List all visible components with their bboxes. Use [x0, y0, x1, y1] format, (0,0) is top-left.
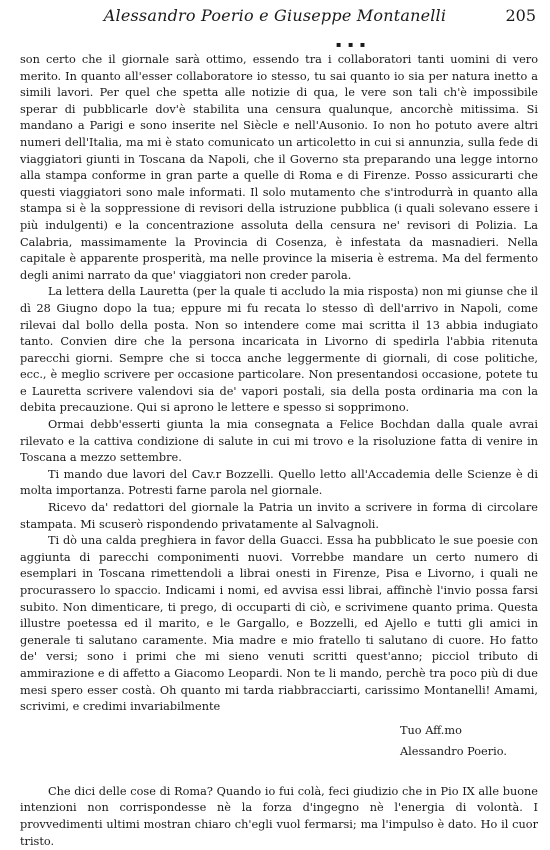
paragraph-3: Ormai debb'esserti giunta la mia consegnata a Felice Bochdan dalla quale avrai rilevato e la cattiva condizione di salute in cui mi trovo e la risoluzione fatta di venire in Toscana a mezzo settembre.: [20, 418, 538, 465]
running-title: Alessandro Poerio e Giuseppe Montanelli: [103, 6, 447, 25]
ink-mark: ▪ ▪ ▪: [336, 40, 368, 49]
paragraph-6: Ti dò una calda preghiera in favor della Guacci. Essa ha pubblicato le sue poesie con aggiunta di parecchi componimenti nuovi. Vorrebbe mandare un certo numero di esemplari in Toscana rimettendoli a librai onesti in Firenze, Pisa e Livorno, i quali ne procurassero lo spaccio. Indicami i nomi, ed avvisa essi librai, affinchè l'invio possa farsi subito. Non dimenticare, ti prego, di occuparti di ciò, e scrivimene quanto prima. Questa illustre poetessa ed il marito, e le Gargallo, e Bozzelli, ed Ajello e tutti gli amici in generale ti salutano caramente. Mia madre e mio fratello ti salutano di cuore. Ho fatto de' versi; sono i primi che mi sieno venuti scritti quest'anno; picciol tributo di ammirazione e di affetto a Giacomo Leopardi. Non te li mando, perchè tra poco più di due mesi spero esser costà. Oh quanto mi tarda riabbracciarti, carissimo Montanelli! Amami, scrivimi, e credimi invariabilmente: [20, 534, 538, 714]
signoff-closing: Tuo Aff.mo: [400, 723, 462, 737]
paragraph-2: La lettera della Lauretta (per la quale ti accludo la mia risposta) non mi giunse che il dì 28 Giugno dopo la tua; eppure mi fu recata lo stesso dì dell'arrivo in Napoli, come rilevai dal bollo della posta. Non so intendere come mai scritta il 13 abbia indugiato tanto. Convien dire che la persona incaricata in Livorno di spedirla l'abbia ritenuta parecchi giorni. Sempre che si tocca anche leggermente di giornali, di cose politiche, ecc., è meglio scrivere per occasione particolare. Non presentandosi occasione, potete tu e Lauretta scrivere valendovi sia de' vapori postali, sia della posta ordinaria ma con la debita precauzione. Qui si aprono le lettere e spesso si sopprimono.: [20, 285, 538, 415]
page-number: 205: [505, 6, 536, 25]
signoff-signature: Alessandro Poerio.: [400, 744, 507, 758]
postscript-paragraph: Che dici delle cose di Roma? Quando io fui colà, feci giudizio che in Pio IX alle buone intenzioni non corrispondesse nè la forza d'ingegno nè l'energia di volontà. I provvedimenti ultimi mostran chiaro ch'egli vuol fermarsi; ma l'impulso è dato. Ho il cuor tristo.: [20, 784, 538, 848]
running-header: [0, 6, 550, 28]
paragraph-1: son certo che il giornale sarà ottimo, essendo tra i collaboratori tanti uomini di vero merito. In quanto all'esser collaboratore io stesso, tu sai quanto io sia per natura inetto a simili lavori. Per quel che spetta alle notizie di qua, le vere son tali ch'è impossibile sperar di pubblicarle dov'è stabilita una censura qualunque, ancorchè mitissima. Si mandano a Parigi e sono inserite nel Siècle e nell'Ausonio. Io non ho potuto avere altri numeri dell'Italia, ma mi è stato comunicato un articoletto in cui si annunzia, sulla fede di viaggiatori giunti in Toscana da Napoli, che il Governo sta preparando una legge intorno alla stampa conforme in gran parte a quelle di Roma e di Firenze. Posso assicurarti che questi viaggiatori sono male informati. Il solo mutamento che s'introdurrà in quanto alla stampa si è la soppressione di revisori della istruzione pubblica (i quali solevano essere i più indulgenti) e la concentrazione assoluta della censura ne' revisori di Polizia. La Calabria, massimamente la Provincia di Cosenza, è infestata da masnadieri. Nella capitale è apparente prosperità, ma nelle province la miseria è estrema. Ma del fermento degli animi narrato da que' viaggiatori non creder parola.: [20, 53, 538, 282]
spacer: [20, 762, 538, 784]
paragraph-4: Ti mando due lavori del Cav.r Bozzelli. Quello letto all'Accademia delle Scienze è di molta importanza. Potresti farne parola nel giornale.: [20, 467, 538, 498]
letter-body: [20, 52, 538, 850]
paragraph-5: Ricevo da' redattori del giornale la Patria un invito a scrivere in forma di circolare stampata. Mi scuserò rispondendo privatamente al Salvagnoli.: [20, 501, 538, 531]
